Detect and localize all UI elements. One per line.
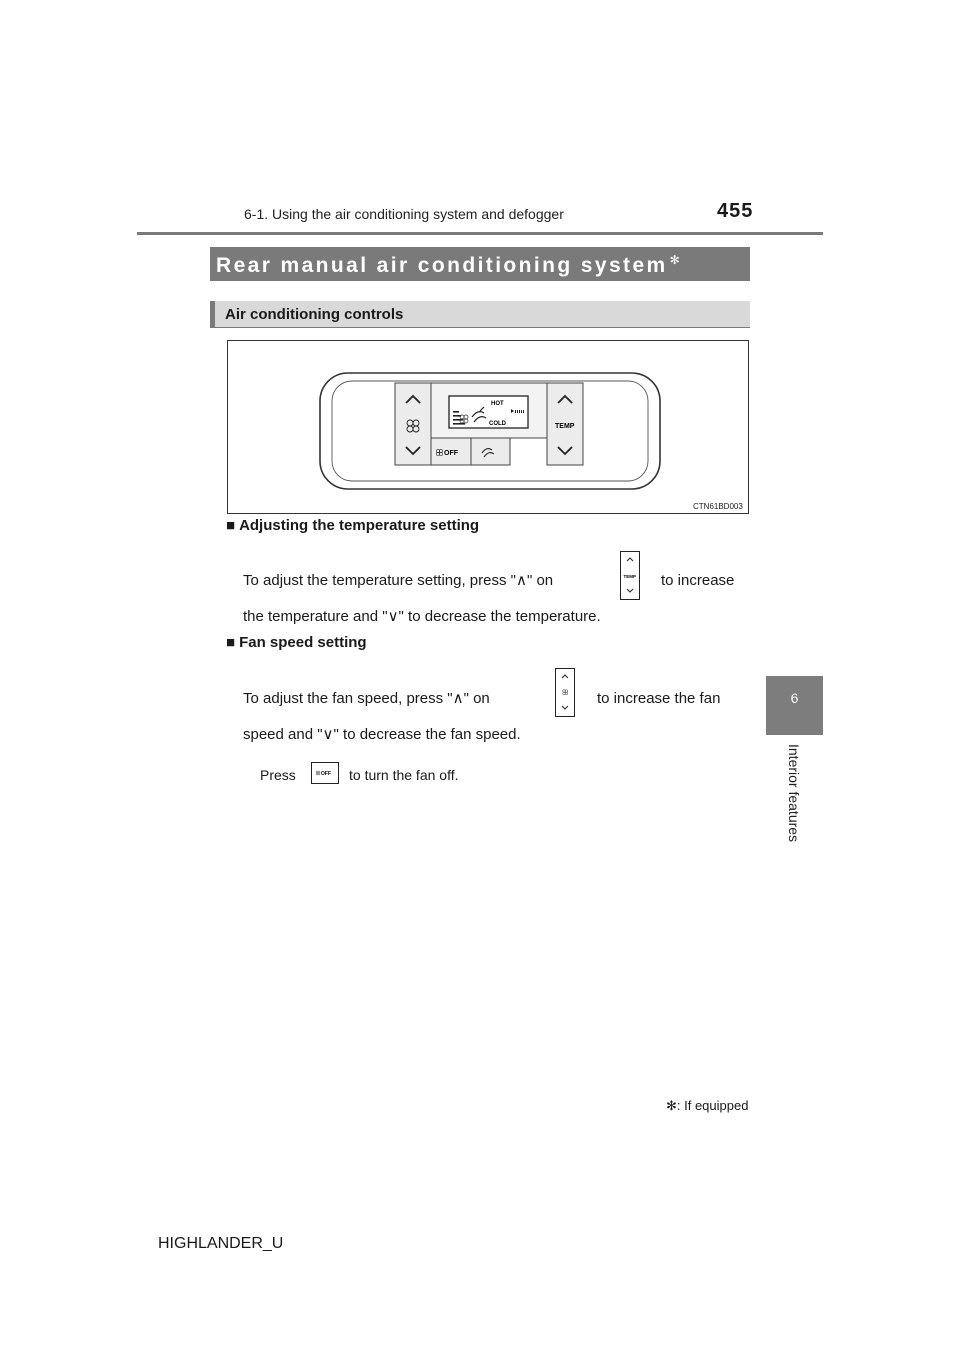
temperature-text-1b: to increase	[661, 572, 735, 589]
page-title	[210, 247, 750, 281]
temp-button-inline	[620, 551, 640, 600]
off-note-after: to turn the fan off.	[349, 767, 459, 783]
fan-text-1b: to increase the fan	[597, 690, 721, 707]
off-inline-label: OFF	[321, 771, 331, 777]
section-breadcrumb: 6-1. Using the air conditioning system and defogger	[244, 206, 564, 222]
temperature-heading	[226, 517, 479, 534]
display-cold-label: COLD	[489, 421, 506, 427]
header-rule	[137, 232, 823, 235]
document-footer: HIGHLANDER_U	[158, 1235, 284, 1252]
chapter-label: Interior features	[786, 744, 802, 843]
fan-heading	[226, 634, 367, 651]
temperature-heading-text: Adjusting the temperature setting	[239, 517, 480, 534]
fan-text-2: speed and "∨" to decrease the fan speed.	[243, 726, 521, 743]
subheading: Air conditioning controls	[210, 301, 750, 328]
fan-heading-text: Fan speed setting	[239, 634, 367, 651]
off-inline-icon	[312, 763, 338, 783]
temp-button-inline-icon	[621, 552, 639, 599]
fan-text-1a: To adjust the fan speed, press "∧" on	[243, 690, 490, 707]
temp-button-label: TEMP	[555, 423, 575, 430]
temperature-text-2: the temperature and "∨" to decrease the temperature.	[243, 608, 601, 625]
bullet-square: ■	[226, 634, 236, 651]
chapter-number: 6	[790, 690, 799, 706]
figure-code: CTN61BD003	[693, 502, 743, 511]
temp-inline-label: TEMP	[623, 574, 637, 579]
bullet-square: ■	[226, 517, 236, 534]
off-note-before: Press	[260, 767, 296, 783]
controls-illustration	[227, 340, 749, 514]
off-button-label: OFF	[444, 450, 458, 457]
temperature-text-1a: To adjust the temperature setting, press "∧" on	[243, 572, 554, 589]
control-panel-drawing	[228, 341, 748, 513]
fan-inline-icon	[556, 669, 574, 716]
page-number: 455	[717, 200, 754, 222]
mode-button	[471, 438, 510, 465]
display-hot-label: HOT	[491, 401, 504, 407]
fan-button-inline	[555, 668, 575, 717]
page-title-text: Rear manual air conditioning system	[216, 254, 668, 277]
footnote: ✻: If equipped	[666, 1098, 749, 1113]
off-button-inline	[311, 762, 339, 784]
if-equipped-mark: ✻	[669, 253, 680, 267]
